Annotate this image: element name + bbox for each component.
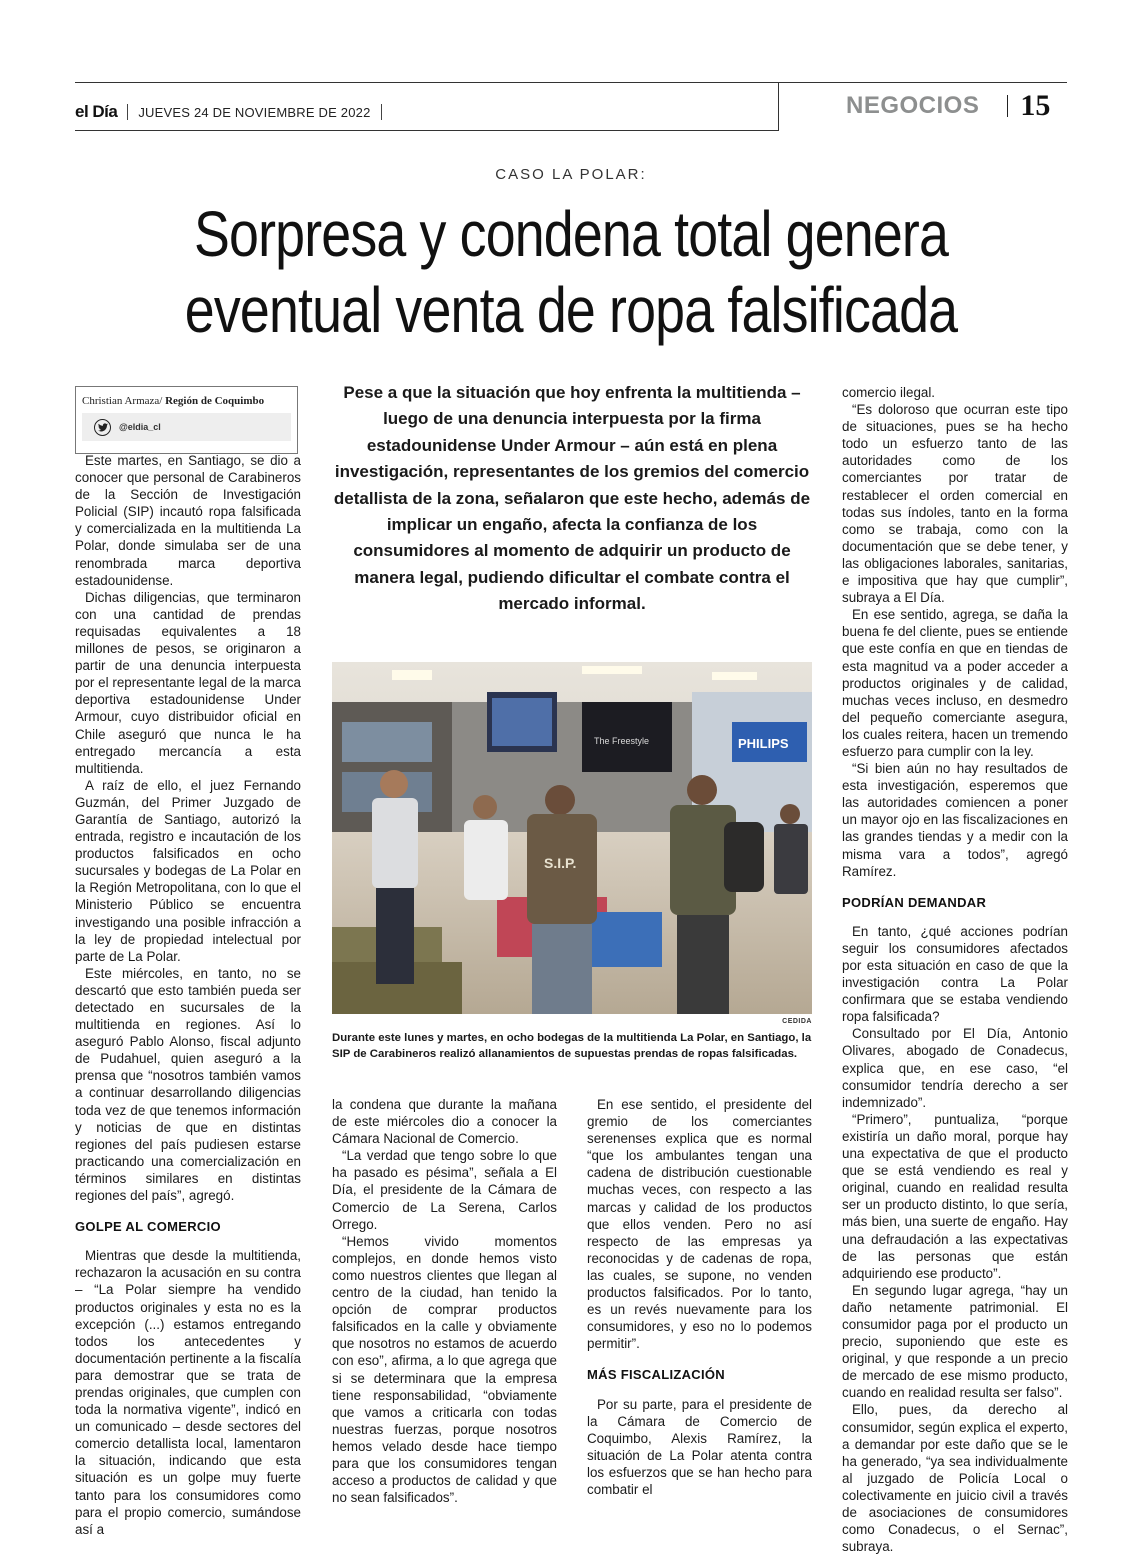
author-region: Región de Coquimbo (165, 395, 265, 407)
paragraph: Ello, pues, da derecho al consumidor, según explica el experto, a demandar por este daño que se le ha generado, “ya sea individualmente al juzgado de Policía Local o colectivamente en juicio civil a través de asociaciones de consumidores como Conadecus, o el Sernac”, subraya. (842, 1402, 1068, 1555)
paragraph: “Hemos vivido momentos complejos, en donde hemos visto como nuestros clientes que llegan al centro de la ciudad, han tenido la opción de comprar productos falsificados en la calle y obviamente que nosotros no estamos de acuerdo con eso”, afirma, a lo que agrega que si se determinara que la empresa tiene responsabilidad, “obviamente que vamos a criticarla con todas nuestras fuerzas, porque nosotros hemos velado desde hace tiempo para que los consumidores tengan acceso a productos de calidad y que no sean falsificados”. (332, 1233, 557, 1506)
subheading: PODRÍAN DEMANDAR (842, 894, 987, 910)
paragraph: En ese sentido, agrega, se daña la buena fe del cliente, pues se entiende que este confía en que en tiendas de esta magnitud va a poder acceder a productos originales y de calidad, muchas veces incluso, en desmedro del pequeño comerciante asegura, los cuales reitera, hacen un tremendo esfuerzo para cumplir con la ley. (842, 607, 1068, 759)
byline-box (75, 386, 298, 454)
author-name: Christian Armaza/ (82, 395, 163, 407)
social-handle-row (82, 413, 291, 441)
twitter-icon (94, 419, 111, 436)
social-handle: @eldia_cl (119, 422, 161, 432)
tv-screen-text: The Freestyle (594, 736, 650, 746)
paragraph: comercio ilegal. (842, 385, 936, 400)
paragraph: Este martes, en Santiago, se dio a conocer que personal de Carabineros de la Sección de Investigación Policial (SIP) incautó ropa falsificada y comercializada en la multitienda La Polar, donde simulaba ser de una renombrada marca deportiva estadounidense. (75, 453, 301, 588)
paragraph: “La verdad que tengo sobre lo que ha pasado es pésima”, señala a El Día, el presidente de la Cámara de Comercio de La Serena, Carlos Orrego. (332, 1148, 557, 1232)
paragraph: A raíz de ello, el juez Fernando Guzmán, del Primer Juzgado de Garantía de Santiago, autorizó la entrada, registro e incautación de los productos falsificados en ocho sucursales y bodegas de La Polar en la Región Metropolitana, con lo que el Ministerio Público se encuentra investigando una posible infracción a la ley de propiedad intelectual por parte de La Polar. (75, 777, 301, 964)
paragraph: Este miércoles, en tanto, no se descartó que esto también pueda ser detectado en sucursales de la multitienda en regiones. Así lo aseguró Pablo Alonso, fiscal adjunto de Pudahuel, quien aseguró a la prensa que “nosotros también vamos a continuar desarrollando diligencias toda vez de que tenemos información y noticias de que en distintas regiones del país pudiesen estarse practicando una comercialización en términos similares en distintas regiones del país”, agregó. (75, 965, 301, 1204)
header-rule-bottom (75, 130, 778, 131)
paragraph: En segundo lugar agrega, “hay un daño netamente patrimonial. El consumidor paga por el producto un precio, suponiendo que este es original, y que responde a un precio de mercado de ese mismo producto, cuando en realidad resulta ser falso”. (842, 1282, 1068, 1401)
newspaper-logo: el Día (75, 102, 118, 121)
paragraph: “Es doloroso que ocurran este tipo de situaciones, pues se ha hecho todo un esfuerzo tanto de las autoridades como de los comerciantes por tratar de restablecer el orden comercial en todas sus índoles, tanto en la forma como se trabaja, como con la documentación que se debe tener, y las obligaciones laborales, sanitarias, e impositiva que hay que cumplir”, subraya a El Día. (842, 402, 1068, 606)
article-lead: Pese a que la situación que hoy enfrenta la multitienda –luego de una denuncia interpuesta por la firma estadounidense Under Armour – aún está en plena investigación, representantes de los gremios del comercio detallista de la zona, señalaron que este hecho, además de implicar un engaño, afecta la confianza de los consumidores al momento de adquirir un producto de manera legal, pudiendo dificultar el combate contra el mercado informal. (333, 383, 811, 614)
paragraph: En ese sentido, el presidente del gremio de los comerciantes serenenses explica que es normal “que los ambulantes tengan una cadena de distribución cuestionable muchas veces, con respecto a las marcas y calidad de los productos que ellos venden. Pero no así respecto de las empresas ya reconocidas y de cadenas de ropa, las cuales, se supone, no venden productos falsificados. Por lo tanto, es un revés nuevamente para los consumidores, y eso no lo podemos permitir”. (587, 1097, 812, 1352)
masthead (75, 100, 392, 124)
headline-line: Sorpresa y condena total genera (193, 198, 949, 270)
paragraph: “Primero”, puntualiza, “porque existiría un daño moral, porque hay una expectativa de que el producto que se está vendiendo es real y original, cuando en realidad resulta ser un producto distinto, lo que sería, más bien, una suerte de engaño. Hay una defraudación a las expectativas de las personas que están adquiriendo ese producto”. (842, 1111, 1068, 1281)
subheading: GOLPE AL COMERCIO (75, 1219, 221, 1235)
section-header (846, 90, 1050, 122)
store-raid-photo (332, 662, 812, 1014)
subheading: MÁS FISCALIZACIÓN (587, 1367, 725, 1383)
article-column-2 (332, 1096, 557, 1506)
vest-text: S.I.P. (544, 855, 577, 871)
article-photo (332, 662, 812, 1014)
byline-author (82, 395, 291, 407)
paragraph: En tanto, ¿qué acciones podrían seguir los consumidores afectados por esta situación en caso de que la investigación contra La Polar confirmara que se estaba vendiendo ropa falsificada? (842, 923, 1068, 1025)
photo-caption: Durante este lunes y martes, en ocho bodegas de la multitienda La Polar, en Santiago, la SIP de Carabineros realizó allanamientos de supuestas prendas de ropas falsificadas. (332, 1032, 812, 1060)
section-separator (1007, 95, 1008, 117)
article-kicker: CASO LA POLAR: (495, 166, 647, 183)
section-name: NEGOCIOS (846, 92, 980, 119)
page-number: 15 (1020, 89, 1051, 122)
article-column-4 (842, 384, 1068, 1555)
photo-credit: CEDIDA (782, 1018, 812, 1025)
header-divider (778, 82, 779, 131)
masthead-separator (127, 104, 128, 120)
article-column-1 (75, 452, 301, 1538)
paragraph: la condena que durante la mañana de este miércoles dio a conocer la Cámara Nacional de Comercio. (332, 1097, 557, 1147)
headline-line: eventual venta de ropa falsificada (184, 274, 958, 346)
masthead-separator (381, 104, 382, 120)
article-headline (142, 196, 1000, 348)
paragraph: Dichas diligencias, que terminaron con una cantidad de prendas requisadas equivalentes a 18 millones de pesos, se originaron a partir de una denuncia interpuesta por el representante legal de la marca deportiva estadounidense Under Armour, cuyo distribuidor oficial en Chile aseguró que nunca le ha entregado mercancía a esta multitienda. (75, 589, 301, 776)
paragraph: “Si bien aún no hay resultados de esta investigación, esperemos que las autoridades comiencen a poner un mayor ojo en las fiscalizaciones en las grandes tiendas y a medir con la misma vara a todos”, agregó Ramírez. (842, 761, 1068, 879)
paragraph: Consultado por El Día, Antonio Olivares, abogado de Conadecus, explica que, en ese caso, “el consumidor tendría derecho a ser indemnizado”. (842, 1026, 1068, 1110)
paragraph: Mientras que desde la multitienda, rechazaron la acusación en su contra – “La Polar siempre ha vendido productos originales y esta no es la excepción (...) estamos entregando todos los antecedentes y documentación pertinente a la fiscalía para demostrar que se trata de prendas originales, que cumplen con toda la normativa vigente”, indicó en un comunicado – desde sectores del comercio detallista local, lamentaron la situación, indicando que esta situación es un golpe muy fuerte tanto para los consumidores como para el propio comercio, sumándose así a (75, 1248, 301, 1537)
paragraph: Por su parte, para el presidente de la Cámara de Comercio de Coquimbo, Alexis Ramírez, la situación de La Polar atenta contra los esfuerzos que se han hecho para combatir el (587, 1396, 812, 1497)
article-column-3 (587, 1096, 812, 1498)
store-sign-text: PHILIPS (738, 736, 789, 751)
header-rule-top (75, 82, 1067, 83)
issue-date: JUEVES 24 DE NOVIEMBRE DE 2022 (138, 104, 371, 120)
